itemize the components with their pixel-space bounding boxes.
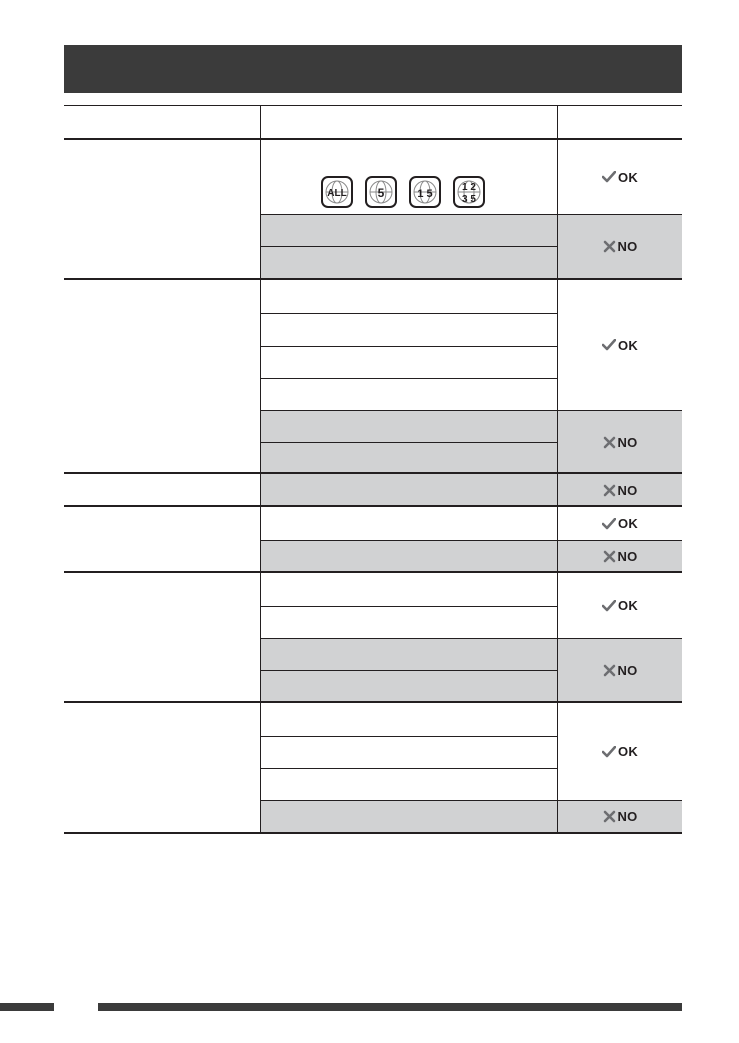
table-subrow bbox=[260, 280, 557, 313]
table-subrow bbox=[260, 638, 557, 670]
region-mark-label: 1 5 bbox=[417, 188, 433, 200]
group-label bbox=[64, 573, 260, 702]
ok-badge bbox=[602, 170, 638, 185]
check-icon bbox=[602, 171, 616, 183]
group-label bbox=[64, 140, 260, 278]
cross-icon bbox=[603, 550, 616, 563]
region-mark-label: 1 2 bbox=[462, 182, 476, 193]
header-divider bbox=[557, 106, 558, 139]
header-divider bbox=[260, 106, 261, 139]
title-bar bbox=[64, 45, 682, 93]
group-label bbox=[64, 280, 260, 474]
table-subrow bbox=[260, 540, 557, 572]
cross-icon bbox=[603, 810, 616, 823]
no-badge bbox=[603, 483, 638, 498]
footer-bar-left bbox=[0, 1003, 54, 1011]
globe-region-1-2-3-5-icon bbox=[453, 176, 485, 208]
check-icon bbox=[602, 600, 616, 612]
table-subrow bbox=[260, 573, 557, 606]
table-subrow bbox=[260, 736, 557, 768]
ok-label: OK bbox=[618, 337, 638, 353]
table-subrow bbox=[260, 474, 557, 506]
table-subrow bbox=[260, 140, 557, 214]
table-subrow bbox=[260, 214, 557, 246]
globe-region-5-icon bbox=[365, 176, 397, 208]
result-cell-no bbox=[557, 410, 682, 474]
table-subrow bbox=[260, 670, 557, 702]
table-subrow bbox=[260, 800, 557, 832]
table-group-6 bbox=[64, 701, 682, 834]
result-cell-ok bbox=[557, 140, 682, 214]
result-cell-ok bbox=[557, 703, 682, 800]
group-label bbox=[64, 507, 260, 572]
table-group-5 bbox=[64, 571, 682, 702]
no-label: NO bbox=[617, 435, 638, 450]
table-group-4 bbox=[64, 505, 682, 572]
region-mark-label: 3 5 bbox=[462, 194, 476, 205]
table-subrow bbox=[260, 346, 557, 378]
result-cell-no bbox=[557, 214, 682, 278]
result-cell-ok bbox=[557, 507, 682, 540]
no-badge bbox=[603, 239, 638, 254]
table-subrow bbox=[260, 606, 557, 638]
no-label: NO bbox=[617, 663, 638, 678]
table-subrow bbox=[260, 378, 557, 410]
ok-label: OK bbox=[618, 598, 638, 613]
group-label bbox=[64, 474, 260, 506]
table-group-2 bbox=[64, 278, 682, 474]
table-subrow bbox=[260, 507, 557, 540]
footer-bar-right bbox=[98, 1003, 682, 1011]
ok-badge bbox=[602, 516, 638, 531]
result-cell-no bbox=[557, 474, 682, 506]
table-group-1 bbox=[64, 138, 682, 278]
no-badge bbox=[603, 809, 638, 824]
table-subrow bbox=[260, 442, 557, 474]
no-label: NO bbox=[617, 549, 638, 564]
no-badge bbox=[603, 549, 638, 564]
table-group-3 bbox=[64, 472, 682, 506]
table-subrow bbox=[260, 246, 557, 278]
cross-icon bbox=[603, 240, 616, 253]
result-cell-ok bbox=[557, 280, 682, 410]
no-label: NO bbox=[617, 482, 638, 498]
group-label bbox=[64, 703, 260, 832]
cross-icon bbox=[603, 664, 616, 677]
table-subrow bbox=[260, 313, 557, 346]
region-code-icons bbox=[321, 176, 485, 208]
no-label: NO bbox=[617, 809, 638, 824]
table-subrow bbox=[260, 410, 557, 442]
cross-icon bbox=[603, 436, 616, 449]
table-header-row bbox=[64, 105, 682, 139]
ok-badge bbox=[602, 598, 638, 613]
result-cell-no bbox=[557, 800, 682, 832]
table-subrow bbox=[260, 703, 557, 736]
ok-label: OK bbox=[618, 169, 638, 185]
globe-region-all-icon bbox=[321, 176, 353, 208]
result-cell-ok bbox=[557, 573, 682, 638]
ok-label: OK bbox=[618, 516, 638, 531]
cross-icon bbox=[603, 484, 616, 497]
check-icon bbox=[602, 339, 616, 351]
table-subrow bbox=[260, 768, 557, 800]
globe-region-1-5-icon bbox=[409, 176, 441, 208]
no-badge bbox=[603, 663, 638, 678]
check-icon bbox=[602, 518, 616, 530]
result-cell-no bbox=[557, 540, 682, 572]
region-mark-label: 5 bbox=[377, 186, 385, 200]
no-badge bbox=[603, 435, 638, 450]
check-icon bbox=[602, 746, 616, 758]
ok-badge bbox=[602, 744, 638, 759]
ok-label: OK bbox=[618, 744, 638, 759]
region-mark-label: ALL bbox=[327, 188, 347, 199]
result-cell-no bbox=[557, 638, 682, 702]
ok-badge bbox=[602, 338, 638, 353]
no-label: NO bbox=[617, 239, 638, 254]
